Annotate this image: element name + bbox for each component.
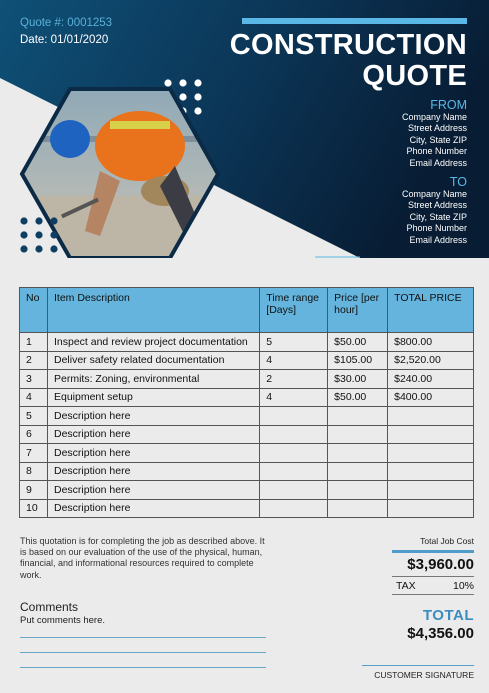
table-row [20,333,474,352]
cell-no[interactable]: 2 [20,351,48,370]
signature-line[interactable] [362,665,474,666]
comments-text[interactable]: Put comments here. [20,615,106,626]
tax-bottom-line [392,594,474,595]
cell-total-price[interactable] [388,462,474,481]
to-block [402,175,467,246]
cell-price[interactable] [328,499,388,518]
cell-no[interactable]: 8 [20,462,48,481]
header-banner [0,0,489,258]
cell-no[interactable]: 7 [20,444,48,463]
col-header-time-range: Time range [Days] [260,288,328,333]
cell-total-price[interactable]: $800.00 [388,333,474,352]
comment-line [20,637,266,638]
cell-total-price[interactable]: $400.00 [388,388,474,407]
col-header-total-price: TOTAL PRICE [388,288,474,333]
table-row [20,481,474,500]
cell-price[interactable] [328,444,388,463]
cell-no[interactable]: 4 [20,388,48,407]
from-label: FROM [430,98,467,112]
cell-description[interactable]: Description here [47,407,259,426]
from-block [402,98,467,169]
cell-no[interactable]: 10 [20,499,48,518]
cell-description[interactable]: Description here [47,425,259,444]
cell-time-range[interactable] [260,444,328,463]
cell-total-price[interactable] [388,425,474,444]
cell-time-range[interactable] [260,462,328,481]
quote-number: Quote #: 0001253 [20,17,113,29]
tax-label: TAX [396,580,416,592]
cell-time-range[interactable]: 5 [260,333,328,352]
to-label: TO [449,175,467,189]
cell-description[interactable]: Equipment setup [47,388,259,407]
total-value: $4,356.00 [407,625,474,642]
quotation-note: This quotation is for completing the job as described above. It is based on our evaluation of the use of the physical, human, financial, and informational resources required to complete work. [20,536,265,580]
cell-time-range[interactable] [260,481,328,500]
comment-line [20,667,266,668]
comments-heading: Comments [20,600,79,614]
cell-total-price[interactable]: $240.00 [388,370,474,389]
total-label: TOTAL [422,607,474,624]
total-job-cost-bar [392,550,474,553]
total-job-cost-label: Total Job Cost [420,536,474,546]
total-job-cost-value: $3,960.00 [407,556,474,573]
cell-description[interactable]: Inspect and review project documentation [47,333,259,352]
cell-price[interactable] [328,425,388,444]
title-accent-bar [242,18,467,24]
cell-description[interactable]: Description here [47,499,259,518]
cell-price[interactable] [328,481,388,500]
table-row [20,462,474,481]
cell-price[interactable]: $105.00 [328,351,388,370]
cell-no[interactable]: 5 [20,407,48,426]
table-row [20,499,474,518]
cell-time-range[interactable]: 4 [260,351,328,370]
cell-total-price[interactable] [388,499,474,518]
cell-no[interactable]: 6 [20,425,48,444]
cell-price[interactable] [328,407,388,426]
cell-no[interactable]: 1 [20,333,48,352]
title-line-1: CONSTRUCTION [229,29,467,61]
cell-no[interactable]: 3 [20,370,48,389]
col-header-description: Item Description [47,288,259,333]
cell-description[interactable]: Description here [47,481,259,500]
to-email: Email Address [409,234,467,245]
from-company: Company Name [401,112,467,122]
cell-total-price[interactable] [388,444,474,463]
tax-top-line [392,576,474,577]
quote-date: Date: 01/01/2020 [20,34,109,46]
table-row [20,425,474,444]
from-phone: Phone Number [406,146,467,157]
cell-time-range[interactable] [260,407,328,426]
comment-line [20,652,266,653]
from-street: Street Address [407,123,467,134]
cell-time-range[interactable]: 2 [260,370,328,389]
to-street: Street Address [407,200,467,211]
from-email: Email Address [409,157,467,168]
cell-total-price[interactable]: $2,520.00 [388,351,474,370]
cell-no[interactable]: 9 [20,481,48,500]
tax-value: 10% [452,580,474,592]
col-header-price: Price [per hour] [328,288,388,333]
title-line-2: QUOTE [362,60,467,92]
table-header-row [20,288,474,333]
cell-price[interactable]: $30.00 [328,370,388,389]
table-row [20,407,474,426]
dots-decoration-bottom [20,217,57,252]
to-phone: Phone Number [406,223,467,234]
cell-total-price[interactable] [388,481,474,500]
cell-description[interactable]: Deliver safety related documentation [47,351,259,370]
quote-items-table [19,287,474,518]
cell-time-range[interactable]: 4 [260,388,328,407]
cell-price[interactable] [328,462,388,481]
signature-label: CUSTOMER SIGNATURE [374,670,474,680]
cell-price[interactable]: $50.00 [328,388,388,407]
cell-description[interactable]: Permits: Zoning, environmental [47,370,259,389]
col-header-no: No [20,288,48,333]
from-city: City, State ZIP [409,134,467,145]
document-title [230,30,467,92]
table-row [20,370,474,389]
cell-time-range[interactable] [260,425,328,444]
cell-price[interactable]: $50.00 [328,333,388,352]
to-company: Company Name [401,189,467,199]
cell-time-range[interactable] [260,499,328,518]
to-city: City, State ZIP [409,211,467,222]
table-row [20,444,474,463]
table-row [20,388,474,407]
table-row [20,351,474,370]
cell-description[interactable]: Description here [47,444,259,463]
cell-description[interactable]: Description here [47,462,259,481]
cell-total-price[interactable] [388,407,474,426]
